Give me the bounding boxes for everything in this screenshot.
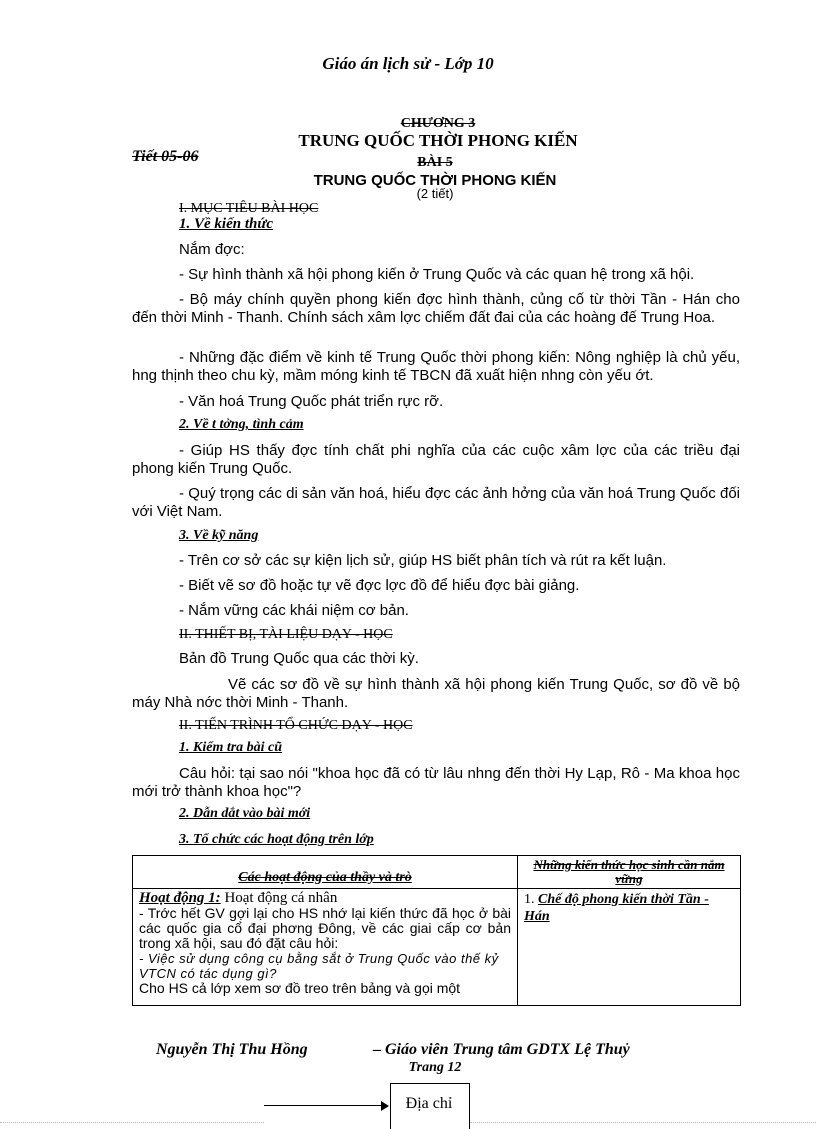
activity-content [139,891,511,1003]
activities-table [132,855,741,1006]
activity-name: Hoạt động cá nhân [224,891,338,906]
header-teacher-student: Các hoạt động của thầy và trò [133,856,518,889]
knowledge-heading: Chế độ phong kiến thời Tần - Hán [524,892,709,924]
attitude-item: - Giúp HS thấy đợc tính chất phi nghĩa của các cuộc xâm lợc của các triều đại phong kiến Trung Quốc. [132,442,740,477]
activity-label: Hoạt động 1: [139,891,221,906]
chapter-title: TRUNG QUỐC THỜI PHONG KIẾN [298,131,578,150]
page-header: Giáo án lịch sử - Lớp 10 [322,54,494,73]
activity-cell [133,889,518,1006]
check-question: Câu hỏi: tại sao nói "khoa học đã có từ lâu nhng đến thời Hy Lạp, Rô - Ma khoa học mới trở thành khoa học"? [132,765,740,800]
intro-title [179,806,310,822]
section-equipment-title: II. THIẾT BỊ, TÀI LIỆU DẠY - HỌC [179,627,393,642]
period-label: Tiết 05-06 [132,148,199,165]
activity-text: - Trớc hết GV gợi lại cho HS nhớ lại kiến thức đã học ở bài các quốc gia cổ đại phơng Đông, về các giai cấp cơ bản trong xã hội, sau đó đặt câu hỏi: [139,905,511,951]
knowledge-number: 1. [524,892,535,907]
chapter-label: CHƯƠNG 3 [400,116,476,131]
section-objectives-title: I. MỤC TIÊU BÀI HỌC [179,201,319,216]
activity-tail: Cho HS cả lớp xem sơ đồ treo trên bảng và gọi một [139,980,461,996]
attitude-title [179,417,304,433]
table-header-row [133,856,741,889]
equipment-item: Vẽ các sơ đồ về sự hình thành xã hội phong kiến Trung Quốc, sơ đồ về bộ máy Nhà nớc thời Minh - Thanh. [132,676,740,711]
activity-question: - Việc sử dụng công cụ bằng sắt ở Trung Quốc vào thế kỷ VTCN có tác dụng gì? [139,951,499,981]
lesson-title: TRUNG QUỐC THỜI PHONG KIẾN [313,172,557,189]
skills-item: - Biết vẽ sơ đồ hoặc tự vẽ đợc lợc đồ để hiểu đợc bài giảng. [179,577,580,594]
footer-author: Nguyễn Thị Thu Hồng [156,1041,308,1058]
skills-title-text: 3. Về kỹ năng [179,528,259,543]
activity-heading [139,891,511,906]
footer-dotted-line-left [0,1122,264,1124]
knowledge-title-text: 1. Về kiến thức [179,216,273,232]
knowledge-cell [518,889,741,1006]
footer-dotted-line-right [470,1122,816,1124]
knowledge-item: - Văn hoá Trung Quốc phát triển rực rỡ. [179,393,444,410]
knowledge-item: - Những đặc điểm về kinh tế Trung Quốc thời phong kiến: Nông nghiệp là chủ yếu, hng thịnh theo chu kỳ, mầm móng kinh tế TBCN đã xuất hiện nhng còn yếu ớt. [132,349,740,384]
equipment-item: Bản đồ Trung Quốc qua các thời kỳ. [179,650,419,667]
organize-title-text: 3. Tổ chức các hoạt động trên lớp [179,832,374,847]
knowledge-intro: Nắm đợc: [179,241,245,258]
skills-item: - Nắm vững các khái niệm cơ bản. [179,602,409,619]
address-arrow-line [264,1105,382,1106]
intro-title-text: 2. Dẫn dắt vào bài mới [179,806,311,821]
address-label: Địa chỉ [405,1095,453,1112]
section-procedure-title: II. TIẾN TRÌNH TỔ CHỨC DẠY - HỌC [179,718,413,733]
footer-role: – Giáo viên Trung tâm GDTX Lệ Thuỷ [373,1041,630,1058]
knowledge-item: - Bộ máy chính quyền phong kiến đợc hình thành, củng cố từ thời Tần - Hán cho đến thời Minh - Thanh. Chính sách xâm lợc chiếm đất đai của các hoàng đế Trung Hoa. [132,291,740,326]
knowledge-item: - Sự hình thành xã hội phong kiến ở Trung Quốc và các quan hệ trong xã hội. [179,266,695,283]
attitude-title-text: 2. Về t tởng, tình cảm [179,417,304,432]
knowledge-title [179,216,273,233]
check-title-text: 1. Kiểm tra bài cũ [179,740,283,755]
skills-item: - Trên cơ sở các sự kiện lịch sử, giúp HS biết phân tích và rút ra kết luận. [179,552,667,569]
lesson-duration: (2 tiết) [416,186,454,201]
table-row [133,889,741,1006]
knowledge-entry [524,891,734,925]
check-title [179,740,282,756]
attitude-item: - Quý trọng các di sản văn hoá, hiểu đợc các ảnh hởng của văn hoá Trung Quốc đối với Việt Nam. [132,485,740,520]
lesson-label: BÀI 5 [417,155,453,170]
organize-title [179,832,374,848]
header-knowledge: Những kiến thức học sinh cần nắm vững [518,856,741,889]
address-arrow-icon [381,1101,389,1111]
footer-page-number: Trang 12 [408,1060,462,1075]
skills-title [179,528,258,544]
